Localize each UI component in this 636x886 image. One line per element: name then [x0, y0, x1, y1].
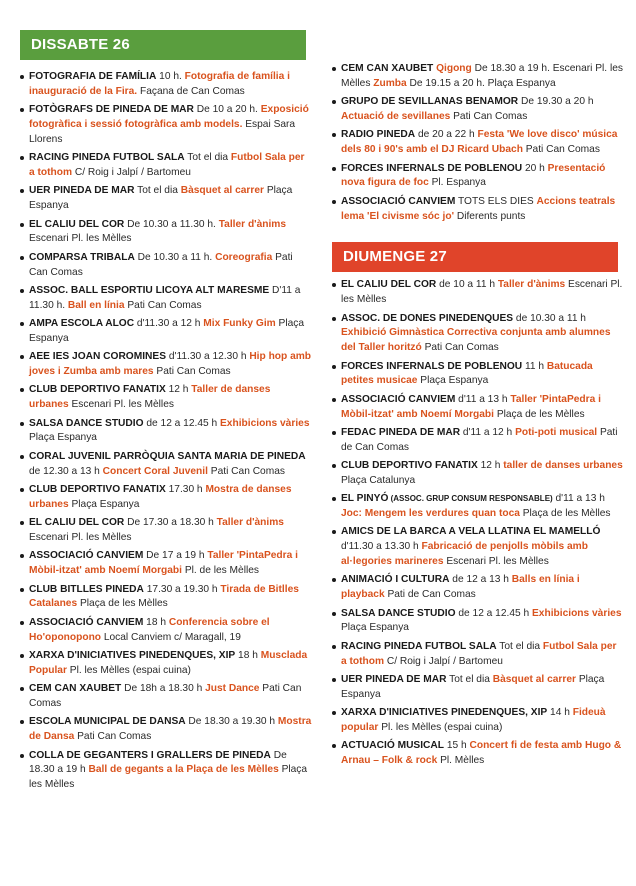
- event-organizer: EL CALIU DEL COR: [341, 279, 437, 291]
- event-details: d'11.30 a 12.30 h: [166, 351, 250, 363]
- event-details: de 10.30 a 11 h: [513, 312, 586, 324]
- event-details: Tot el dia: [184, 152, 231, 164]
- event-item: [332, 706, 624, 736]
- event-organizer: EL CALIU DEL COR: [29, 218, 125, 230]
- event-details: 18 h: [235, 649, 261, 661]
- event-organizer: FOTÒGRAFS DE PINEDA DE MAR: [29, 104, 194, 116]
- event-organizer: EL CALIU DEL COR: [29, 517, 125, 529]
- event-details: Pati Can Comas: [124, 299, 202, 311]
- event-details: 11 h: [522, 360, 547, 372]
- event-details: De 18.30 a 19 h. Escenari Pl. les Mèlles: [341, 63, 623, 89]
- event-details: de 10 a 11 h: [436, 279, 498, 291]
- event-item: [332, 607, 624, 637]
- event-organizer: AMPA ESCOLA ALOC: [29, 318, 135, 330]
- event-organizer: ASSOCIACIÓ CANVIEM: [341, 393, 456, 405]
- event-organizer: CLUB DEPORTIVO FANATIX: [29, 484, 166, 496]
- event-details: C/ Roig i Jalpí / Bartomeu: [384, 655, 503, 667]
- saturday-banner: DISSABTE 26: [20, 30, 306, 60]
- event-details: Plaça Espanya: [68, 498, 140, 510]
- event-organizer-note: [388, 493, 552, 504]
- event-details: de 12 a 13 h: [449, 574, 512, 586]
- event-item: [332, 673, 624, 703]
- sunday-event-list: [332, 278, 624, 769]
- event-item: [20, 284, 312, 314]
- event-organizer: FORCES INFERNALS DE POBLENOU: [341, 162, 523, 174]
- event-item: [332, 640, 624, 670]
- event-details: Pati Can Comas: [29, 251, 293, 278]
- event-details: TOTS ELS DIES: [455, 195, 537, 207]
- event-item: [332, 525, 624, 569]
- event-item: [20, 549, 312, 579]
- event-details: Escenari Pl. les Mèlles: [341, 279, 623, 306]
- event-details: Escenari Pl. les Mèlles: [68, 399, 174, 411]
- event-organizer: CLUB DEPORTIVO FANATIX: [29, 384, 166, 396]
- event-details: Plaça Catalunya: [341, 474, 416, 486]
- event-activity: Mostra de Dansa: [29, 716, 312, 743]
- event-details: 12 h: [477, 460, 504, 472]
- event-activity: Tirada de Bitlles Catalanes: [29, 583, 299, 610]
- event-details: d'11 a 12 h: [460, 426, 516, 438]
- event-activity: Taller d'ànims: [218, 218, 287, 230]
- event-organizer: COLLA DE GEGANTERS I GRALLERS DE PINEDA: [29, 749, 271, 761]
- event-details: 12 h: [165, 384, 192, 396]
- event-item: [332, 459, 624, 489]
- event-organizer: CEM CAN XAUBET: [29, 683, 122, 695]
- event-details: Pati Can Comas: [153, 366, 231, 378]
- event-organizer: ASSOC. BALL ESPORTIU LICOYA ALT MARESME: [29, 284, 270, 296]
- event-details: Plaça Espanya: [29, 185, 293, 212]
- event-item: [20, 516, 312, 546]
- event-activity: Accions teatrals lema 'El civisme sóc jo': [341, 195, 616, 222]
- event-organizer: ASSOCIACIÓ CANVIEM: [29, 550, 144, 562]
- event-activity: Just Dance: [205, 683, 260, 695]
- event-organizer: CORAL JUVENIL PARRÒQUIA SANTA MARIA DE PINEDA: [29, 450, 306, 462]
- event-details: Tot el dia: [134, 185, 181, 197]
- event-activity: Mix Funky Gim: [203, 318, 276, 330]
- event-organizer: XARXA D'INICIATIVES PINEDENQUES, XIP: [29, 649, 236, 661]
- event-details: d'11.30 a 12 h: [134, 318, 204, 330]
- event-organizer: FOTOGRAFIA DE FAMÍLIA: [29, 71, 157, 82]
- event-activity: Futbol Sala per a tothom: [341, 640, 617, 667]
- event-activity: Mostra de danses urbanes: [29, 484, 292, 510]
- event-organizer: FORCES INFERNALS DE POBLENOU: [341, 360, 523, 372]
- event-details: De 17 a 19 h: [143, 550, 208, 562]
- event-details: Pl. Espanya: [428, 177, 486, 189]
- event-details: Local Canviem c/ Maragall, 19: [101, 631, 241, 643]
- event-organizer: EL PINYÓ: [341, 493, 389, 505]
- event-details: 17.30 a 19.30 h: [143, 583, 221, 595]
- event-details: 17.30 h: [165, 484, 206, 496]
- event-organizer-note: (ASSOC. GRUP CONSUM RESPONSABLE): [388, 494, 553, 504]
- event-details: De 10.30 a 11 h.: [134, 251, 216, 263]
- event-details: d'11 a 13 h: [455, 393, 511, 405]
- event-details: Pati Can Comas: [207, 465, 285, 477]
- event-item: [332, 312, 624, 356]
- event-item: [20, 583, 312, 613]
- event-organizer: ASSOCIACIÓ CANVIEM: [29, 616, 144, 628]
- event-organizer: XARXA D'INICIATIVES PINEDENQUES, XIP: [341, 707, 548, 719]
- event-details: Espai Sara Llorens: [29, 118, 296, 145]
- event-activity: Festa 'We love disco' música dels 80 i 90's amb el DJ Ricard Ubach: [341, 129, 618, 156]
- event-activity: Concert Coral Juvenil: [102, 465, 208, 477]
- event-details: De 18h a 18.30 h: [121, 683, 206, 695]
- event-activity: Concert fi de festa amb Hugo & Arnau – Folk & rock: [341, 740, 622, 767]
- event-activity: Taller 'PintaPedra i Mòbil-itzat' amb Noemí Morgabi: [29, 550, 298, 577]
- event-item: [20, 715, 312, 745]
- event-details: Plaça Espanya: [341, 674, 605, 700]
- event-organizer: ASSOC. DE DONES PINEDENQUES: [341, 312, 514, 324]
- event-item: [332, 360, 624, 390]
- event-details: d'11 a 13 h: [552, 493, 605, 505]
- event-organizer: SALSA DANCE STUDIO: [341, 607, 456, 619]
- event-item: [20, 251, 312, 281]
- event-details: Diferents punts: [454, 210, 526, 222]
- event-item: [20, 350, 312, 380]
- event-details: De 17.30 a 18.30 h: [124, 517, 217, 529]
- event-activity: Balls en línia i playback: [341, 574, 580, 601]
- event-activity: Joc: Mengem les verdures quan toca: [341, 508, 520, 520]
- event-activity: Exhibicions vàries: [220, 417, 310, 429]
- event-activity: Exposició fotogràfica i sessió fotogràfica amb models.: [29, 104, 309, 130]
- event-activity: Futbol Sala per a tothom: [29, 152, 305, 178]
- event-item: [20, 450, 312, 480]
- event-activity: Taller 'PintaPedra i Mòbil-itzat' amb Noemí Morgabi: [341, 393, 601, 420]
- event-organizer: UER PINEDA DE MAR: [341, 674, 447, 685]
- event-details: De 18.30 a 19 h: [29, 749, 287, 776]
- event-activity: Exhibicions vàries: [532, 607, 622, 619]
- event-details: D'11 a 11.30 h.: [29, 284, 301, 311]
- event-item: [332, 278, 624, 308]
- event-details: de 12.30 a 13 h: [29, 465, 103, 477]
- event-item: [20, 218, 312, 248]
- event-activity: Conferencia sobre el Ho'oponopono: [29, 616, 270, 643]
- event-organizer: FEDAC PINEDA DE MAR: [341, 426, 461, 438]
- event-item: [332, 492, 624, 522]
- sunday-banner: DIUMENGE 27: [332, 242, 618, 272]
- event-activity: Taller d'ànims: [216, 517, 284, 529]
- event-item: [332, 426, 624, 456]
- event-activity: Hip hop amb joves i Zumba amb mares: [29, 351, 312, 378]
- event-details: De 19.15 a 20 h. Plaça Espanya: [406, 77, 556, 89]
- event-details: Pati de Can Comas: [341, 426, 618, 453]
- event-activity: taller de danses urbanes: [503, 460, 623, 472]
- event-details: Pati Can Comas: [421, 342, 499, 354]
- event-activity: Exhibició Gimnàstica Correctiva conjunta amb alumnes del Taller horitzó: [341, 327, 611, 354]
- event-organizer: CLUB BITLLES PINEDA: [29, 583, 144, 595]
- event-activity: Zumba: [373, 77, 407, 89]
- event-details: Escenari Pl. les Mèlles: [443, 556, 549, 568]
- event-details: Escenari Pl. les Mèlles: [29, 532, 132, 544]
- event-activity: Fabricació de penjolls mòbils amb al·legories marineres: [341, 541, 588, 568]
- event-details: Plaça Espanya: [29, 318, 305, 344]
- saturday-event-list: [20, 70, 312, 793]
- event-details: Tot el dia: [496, 640, 543, 652]
- event-item: [20, 749, 312, 793]
- event-details: 15 h: [444, 740, 470, 752]
- event-organizer: CLUB DEPORTIVO FANATIX: [341, 460, 478, 472]
- event-item: [20, 103, 312, 147]
- event-item: [332, 162, 624, 192]
- event-activity: Coreografia: [215, 251, 273, 263]
- event-item: [20, 682, 312, 712]
- event-activity: Qigong: [436, 63, 472, 74]
- event-details: Pl. Mèlles: [437, 755, 485, 767]
- event-item: [20, 649, 312, 679]
- event-details: 18 h: [143, 616, 169, 628]
- event-activity: Fotografia de família i inauguració de la Fira.: [29, 71, 290, 97]
- event-details: Pati Can Comas: [450, 110, 528, 122]
- event-details: de 20 a 22 h: [415, 129, 478, 141]
- event-activity: Bàsquet al carrer: [492, 674, 576, 685]
- saturday-column: [20, 30, 312, 797]
- event-details: 10 h.: [156, 71, 185, 82]
- event-organizer: ESCOLA MUNICIPAL DE DANSA: [29, 716, 186, 728]
- event-item: [332, 195, 624, 225]
- event-item: [332, 393, 624, 423]
- event-item: [332, 573, 624, 603]
- event-item: [332, 128, 624, 158]
- event-item: [20, 417, 312, 447]
- event-organizer: GRUPO DE SEVILLANAS BENAMOR: [341, 96, 519, 108]
- event-details: de 12 a 12.45 h: [143, 417, 221, 429]
- event-details: Plaça Espanya: [341, 622, 409, 634]
- event-activity: Batucada petites musicae: [341, 360, 593, 387]
- event-details: 20 h: [522, 162, 548, 174]
- event-organizer: RACING PINEDA FUTBOL SALA: [29, 152, 185, 164]
- event-details: de 12 a 12.45 h: [455, 607, 533, 619]
- event-details: Pati Can Comas: [29, 683, 302, 709]
- event-activity: Bàsquet al carrer: [180, 185, 264, 197]
- event-activity: Musclada Popular: [29, 649, 308, 676]
- event-activity: Actuació de sevillanes: [341, 110, 451, 122]
- event-organizer: COMPARSA TRIBALA: [29, 251, 135, 263]
- event-details: Pati Can Comas: [74, 731, 152, 743]
- event-details: De 10 a 20 h.: [193, 104, 261, 116]
- event-organizer: UER PINEDA DE MAR: [29, 185, 135, 197]
- event-details: Pati Can Comas: [522, 144, 600, 156]
- event-details: Plaça de les Mèlles: [77, 598, 168, 610]
- event-details: Pl. de les Mèlles: [181, 565, 259, 577]
- event-activity: Taller d'ànims: [497, 279, 566, 291]
- event-details: Façana de Can Comas: [137, 85, 245, 97]
- right-column: [332, 62, 624, 773]
- event-details: Plaça les Mèlles: [29, 764, 308, 791]
- event-organizer: ACTUACIÓ MUSICAL: [341, 740, 444, 752]
- event-details: Plaça Espanya: [29, 432, 97, 444]
- event-item: [332, 62, 624, 92]
- event-details: Plaça Espanya: [417, 375, 489, 387]
- event-details: De 10.30 a 11.30 h.: [124, 218, 219, 230]
- event-organizer: ASSOCIACIÓ CANVIEM: [341, 195, 456, 207]
- event-item: [20, 317, 312, 347]
- event-organizer: RACING PINEDA FUTBOL SALA: [341, 640, 497, 652]
- event-organizer: ANIMACIÓ I CULTURA: [341, 574, 450, 586]
- event-organizer: SALSA DANCE STUDIO: [29, 417, 144, 429]
- event-details: Plaça de les Mèlles: [493, 408, 585, 420]
- event-details: Pl. les Mèlles (espai cuina): [66, 664, 191, 676]
- event-item: [20, 151, 312, 181]
- event-details: De 19.30 a 20 h: [518, 96, 594, 108]
- event-item: [20, 616, 312, 646]
- event-details: Tot el dia: [446, 674, 493, 685]
- event-item: [20, 70, 312, 100]
- event-activity: Taller de danses urbanes: [29, 384, 271, 411]
- event-activity: Ball en línia: [67, 299, 125, 311]
- event-details: d'11.30 a 13.30 h: [341, 541, 422, 553]
- event-activity: Ball de gegants a la Plaça de les Mèlles: [88, 764, 279, 776]
- event-details: 14 h: [547, 707, 573, 719]
- event-details: C/ Roig i Jalpí / Bartomeu: [72, 166, 191, 178]
- event-item: [20, 383, 312, 413]
- event-item: [332, 95, 624, 125]
- event-organizer: CEM CAN XAUBET: [341, 63, 434, 74]
- event-details: Pati de Can Comas: [384, 589, 476, 601]
- event-details: Plaça de les Mèlles: [519, 508, 611, 520]
- saturday-event-list-continued: [332, 62, 624, 224]
- event-details: Pl. les Mèlles (espai cuina): [378, 721, 503, 733]
- event-item: [332, 739, 624, 769]
- event-item: [20, 184, 312, 214]
- event-item: [20, 483, 312, 513]
- event-organizer: AMICS DE LA BARCA A VELA LLATINA EL MAMELLÓ: [341, 526, 601, 538]
- event-activity: Fideuà popular: [341, 707, 606, 733]
- event-activity: Presentació nova figura de foc: [341, 162, 606, 189]
- event-organizer: AEE IES JOAN COROMINES: [29, 351, 166, 363]
- event-organizer: RADIO PINEDA: [341, 129, 416, 141]
- event-details: Escenari Pl. les Mèlles: [29, 233, 132, 245]
- event-activity: Poti-poti musical: [515, 426, 598, 438]
- event-details: De 18.30 a 19.30 h: [185, 716, 278, 728]
